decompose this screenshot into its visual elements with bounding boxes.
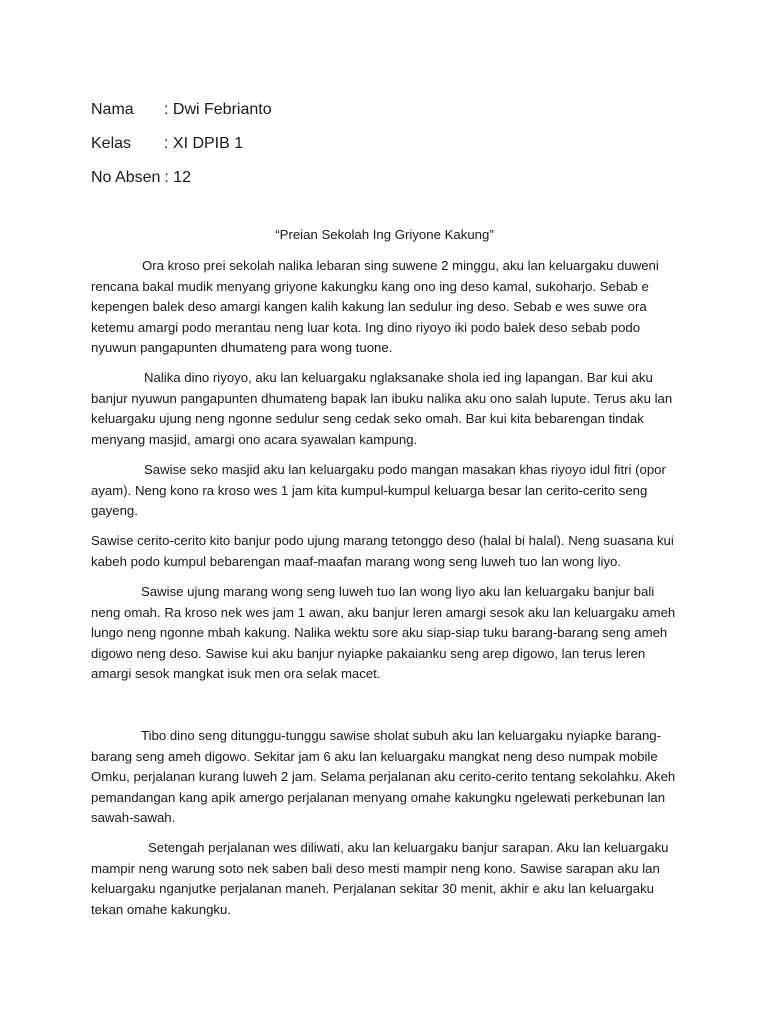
name-value: : Dwi Febrianto	[164, 101, 272, 118]
paragraph-2: Nalika dino riyoyo, aku lan keluargaku nglaksanake shola ied ing lapangan. Bar kui aku banjur nyuwun pangapunten dhumateng bapak lan ibuku nalika aku ono salah lupute. Terus aku lan keluargaku ujung neng ngonne sedulur seng cedak seko omah. Bar kui kita bebarengan tindak menyang masjid, amargi ono acara syawalan kampung.	[91, 370, 673, 447]
absen-value: : 12	[164, 169, 192, 186]
name-label: Nama	[91, 101, 134, 118]
student-info	[91, 93, 272, 195]
absen-row	[91, 161, 272, 195]
paragraph-6: Tibo dino seng ditunggu-tunggu sawise sholat subuh aku lan keluargaku nyiapke barang-barang seng ameh digowo. Sekitar jam 6 aku lan keluargaku mangkat neng deso numpak mobile Omku, perjalanan kurang luweh 2 jam. Selama perjalanan aku cerito-cerito tentang sekolahku. Akeh pemandangan kang apik amergo perjalanan menyang omahe kakungku ngelewati perkebunan lan sawah-sawah.	[91, 728, 676, 825]
class-label: Kelas	[91, 135, 132, 152]
paragraph-4: Sawise cerito-cerito kito banjur podo ujung marang tetonggo deso (halal bi halal). Neng suasana kui kabeh podo kumpul bebarengan maaf-maafan marang wong seng luweh tuo lan wong liyo.	[91, 533, 674, 569]
paragraph-5: Sawise ujung marang wong seng luweh tuo lan wong liyo aku lan keluargaku banjur bali neng omah. Ra kroso nek wes jam 1 awan, aku banjur leren amargi sesok aku lan keluargaku ameh lungo neng ngonne mbah kakung. Nalika wektu sore aku siap-siap tuku barang-barang seng ameh digowo neng deso. Sawise kui aku banjur nyiapke pakaianku seng arep digowo, lan terus leren amargi sesok mangkat isuk men ora selak macet.	[91, 584, 676, 681]
absen-label: No Absen	[91, 169, 161, 186]
name-row	[91, 93, 272, 127]
class-value: : XI DPIB 1	[164, 135, 244, 152]
paragraph-3: Sawise seko masjid aku lan keluargaku podo mangan masakan khas riyoyo idul fitri (opor ayam). Neng kono ra kroso wes 1 jam kita kumpul-kumpul keluarga besar lan cerito-cerito seng gayeng.	[91, 462, 666, 518]
essay-title: “Preian Sekolah Ing Griyone Kakung”	[275, 227, 494, 242]
paragraph-1: Ora kroso prei sekolah nalika lebaran sing suwene 2 minggu, aku lan keluargaku duweni rencana bakal mudik menyang griyone kakungku kang ono ing deso kamal, sukoharjo. Sebab e kepengen balek deso amargi kangen kalih kakung lan sedulur ing deso. Sebab e wes suwe ora ketemu amargi podo merantau neng luar kota. Ing dino riyoyo iki podo balek deso sebab podo nyuwun pangapunten dhumateng para wong tuone.	[91, 258, 659, 355]
class-row	[91, 127, 272, 161]
paragraph-7: Setengah perjalanan wes diliwati, aku lan keluargaku banjur sarapan. Aku lan keluargaku mampir neng warung soto nek saben bali deso mesti mampir neng kono. Sawise sarapan aku lan keluargaku nganjutke perjalanan maneh. Perjalanan sekitar 30 menit, akhir e aku lan keluargaku tekan omahe kakungku.	[91, 840, 669, 917]
